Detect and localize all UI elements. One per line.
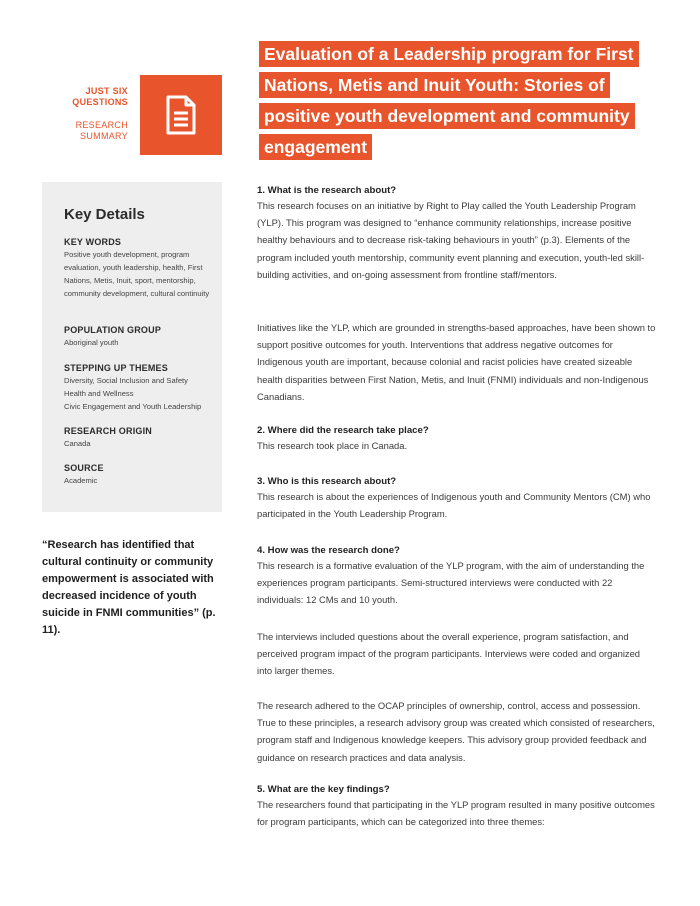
section-2 <box>257 424 657 454</box>
population-block <box>64 324 216 349</box>
keywords-label: KEY WORDS <box>64 237 122 247</box>
document-icon <box>164 95 198 135</box>
origin-label: RESEARCH ORIGIN <box>64 426 153 436</box>
origin-text: Canada <box>64 439 91 448</box>
theme-item: Health and Wellness <box>64 389 134 398</box>
section-paragraph: Initiatives like the YLP, which are grounded in strengths-based approaches, have been shown to support positive outcomes for youth. Interventions that address negative outcomes for Indigenous youth are important, because colonial and racist policies have created sizeable health disparities between First Nation, Metis, and Inuit (FNMI) individuals and non-Indigenous Canadians. <box>257 322 656 402</box>
section-3 <box>257 475 657 522</box>
section-1 <box>257 184 657 283</box>
section-heading: 4. How was the research done? <box>257 545 400 556</box>
title-line: Nations, Metis and Inuit Youth: Stories of <box>259 72 610 98</box>
keywords-block <box>64 236 216 300</box>
section-paragraph: The interviews included questions about the overall experience, program satisfaction, and perceived program impact of the program participants. Interviews were coded and organized into larger themes. <box>257 631 641 677</box>
section-4 <box>257 544 657 609</box>
source-label: SOURCE <box>64 463 104 473</box>
theme-item: Diversity, Social Inclusion and Safety <box>64 376 188 385</box>
series-name-line2: QUESTIONS <box>72 97 128 107</box>
section-5 <box>257 783 657 830</box>
series-name-line1: JUST SIX <box>85 86 128 96</box>
source-text: Academic <box>64 476 98 485</box>
section-paragraph: This research took place in Canada. <box>257 440 408 451</box>
pull-quote: “Research has identified that cultural continuity or community empowerment is associated with decreased incidence of youth suicide in FNMI communities” (p. 11). <box>42 539 216 636</box>
population-label: POPULATION GROUP <box>64 325 162 335</box>
population-text: Aboriginal youth <box>64 338 119 347</box>
section-paragraph: The research adhered to the OCAP principles of ownership, control, access and possession. True to these principles, a research advisory group was created which consisted of researchers, program staff and Indigenous knowledge keepers. This advisory group provided feedback and guidance on research practices and data analysis. <box>257 700 655 763</box>
section-1-continued <box>257 319 657 405</box>
series-type-line1: RESEARCH <box>75 120 128 130</box>
themes-label: STEPPING UP THEMES <box>64 363 168 373</box>
section-paragraph: The researchers found that participating in the YLP program resulted in many positive outcomes for program participants, which can be categorized into three themes: <box>257 799 655 828</box>
section-paragraph: This research is a formative evaluation of the YLP program, with the aim of understanding the experiences program participants. Semi-structured interviews were conducted with 22 individuals: 12 CMs and 10 youth. <box>257 560 645 606</box>
section-heading: 3. Who is this research about? <box>257 476 397 487</box>
origin-block <box>64 425 216 450</box>
source-block <box>64 462 216 487</box>
section-4-continued-a <box>257 628 657 680</box>
document-title <box>259 39 649 163</box>
series-type-line2: SUMMARY <box>80 131 128 141</box>
section-heading: 1. What is the research about? <box>257 185 397 196</box>
title-line: Evaluation of a Leadership program for First <box>259 41 639 67</box>
section-heading: 2. Where did the research take place? <box>257 425 429 436</box>
document-tile <box>140 75 222 155</box>
theme-item: Civic Engagement and Youth Leadership <box>64 402 202 411</box>
series-label <box>60 86 128 142</box>
section-paragraph: This research is about the experiences of Indigenous youth and Community Mentors (CM) who participated in the Youth Leadership Program. <box>257 491 651 520</box>
keywords-text: Positive youth development, program evaluation, youth leadership, health, First Nations, Metis, Inuit, sport, mentorship, community development, cultural continuity <box>64 250 210 298</box>
title-line: engagement <box>259 134 372 160</box>
key-details-panel <box>42 182 222 512</box>
section-paragraph: This research focuses on an initiative by Right to Play called the Youth Leadership Program (YLP). This program was designed to “enhance community relationships, increase positive healthy behaviours and to decrease risk-taking behaviours in youth” (p.3). Elements of the program included youth mentorship, community event planning and execution, youth-led skill-building activities, and on-going assessment from frontline staff/mentors. <box>257 200 645 280</box>
section-4-continued-b <box>257 697 657 766</box>
key-details-title: Key Details <box>64 206 145 223</box>
title-line: positive youth development and community <box>259 103 635 129</box>
themes-block <box>64 362 216 413</box>
section-heading: 5. What are the key findings? <box>257 784 390 795</box>
